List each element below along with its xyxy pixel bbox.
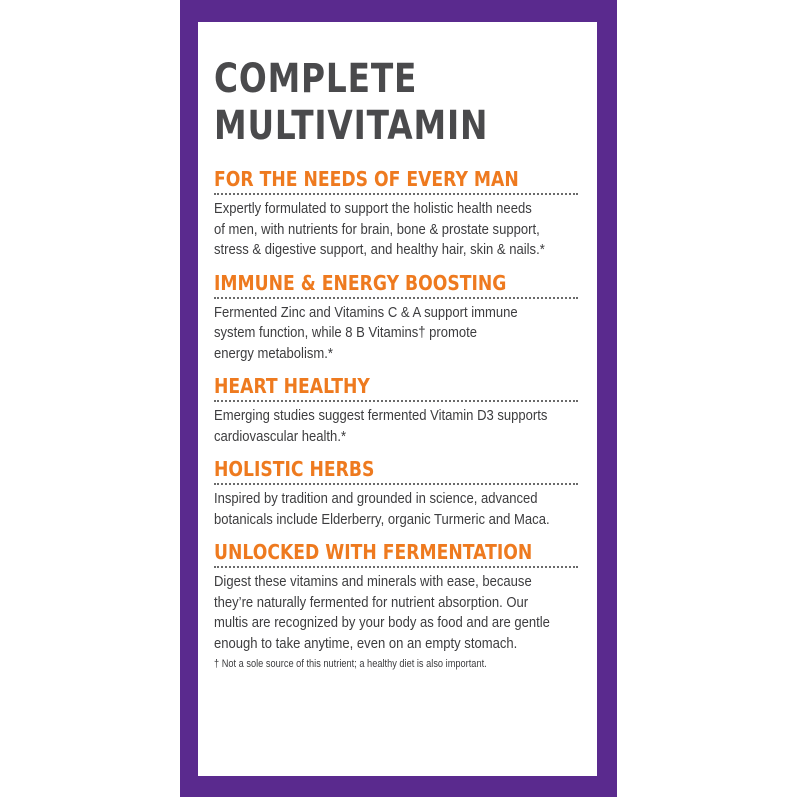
section-heading: IMMUNE & ENERGY BOOSTING — [214, 270, 507, 295]
section-heart-healthy — [214, 373, 579, 447]
section-body — [214, 406, 579, 447]
section-immune-energy — [214, 270, 579, 365]
body-line: multis are recognized by your body as food and are gentle — [214, 615, 550, 631]
body-line: system function, while 8 B Vitamins† promote — [214, 325, 478, 341]
body-line: they’re naturally fermented for nutrient absorption. Our — [214, 594, 529, 611]
section-fermentation — [214, 539, 579, 671]
body-line: stress & digestive support, and healthy hair, skin & nails.* — [214, 242, 545, 258]
benefit-sections — [214, 166, 579, 671]
body-line: of men, with nutrients for brain, bone & prostate support, — [214, 221, 540, 238]
body-line: energy metabolism.* — [214, 345, 333, 362]
body-line: cardiovascular health.* — [214, 428, 347, 445]
section-needs-of-every-man — [214, 166, 579, 261]
product-title — [214, 56, 513, 150]
dotted-divider — [214, 566, 578, 568]
section-heading: HOLISTIC HERBS — [214, 457, 375, 481]
section-body — [214, 572, 579, 654]
body-line: Digest these vitamins and minerals with ease, because — [214, 574, 532, 590]
section-heading: FOR THE NEEDS OF EVERY MAN — [214, 167, 519, 191]
title-line-2: MULTIVITAMIN — [214, 103, 489, 149]
body-line: Emerging studies suggest fermented Vitamin D3 supports — [214, 408, 548, 424]
section-holistic-herbs — [214, 456, 579, 530]
dotted-divider — [214, 297, 578, 299]
body-line: Expertly formulated to support the holistic health needs — [214, 201, 532, 217]
label-panel — [198, 22, 597, 776]
body-line: Inspired by tradition and grounded in science, advanced — [214, 491, 538, 507]
title-line-1: COMPLETE — [214, 56, 418, 102]
footnote: † Not a sole source of this nutrient; a healthy diet is also important. — [214, 658, 487, 670]
body-line: enough to take anytime, even on an empty stomach. — [214, 635, 518, 652]
section-body — [214, 199, 579, 261]
dotted-divider — [214, 483, 578, 485]
dotted-divider — [214, 193, 578, 195]
section-body — [214, 303, 579, 365]
body-line: Fermented Zinc and Vitamins C & A support immune — [214, 304, 518, 321]
dotted-divider — [214, 400, 578, 402]
section-heading: UNLOCKED WITH FERMENTATION — [214, 540, 533, 564]
body-line: botanicals include Elderberry, organic Turmeric and Maca. — [214, 511, 550, 528]
section-body — [214, 489, 579, 530]
section-heading: HEART HEALTHY — [214, 374, 370, 398]
